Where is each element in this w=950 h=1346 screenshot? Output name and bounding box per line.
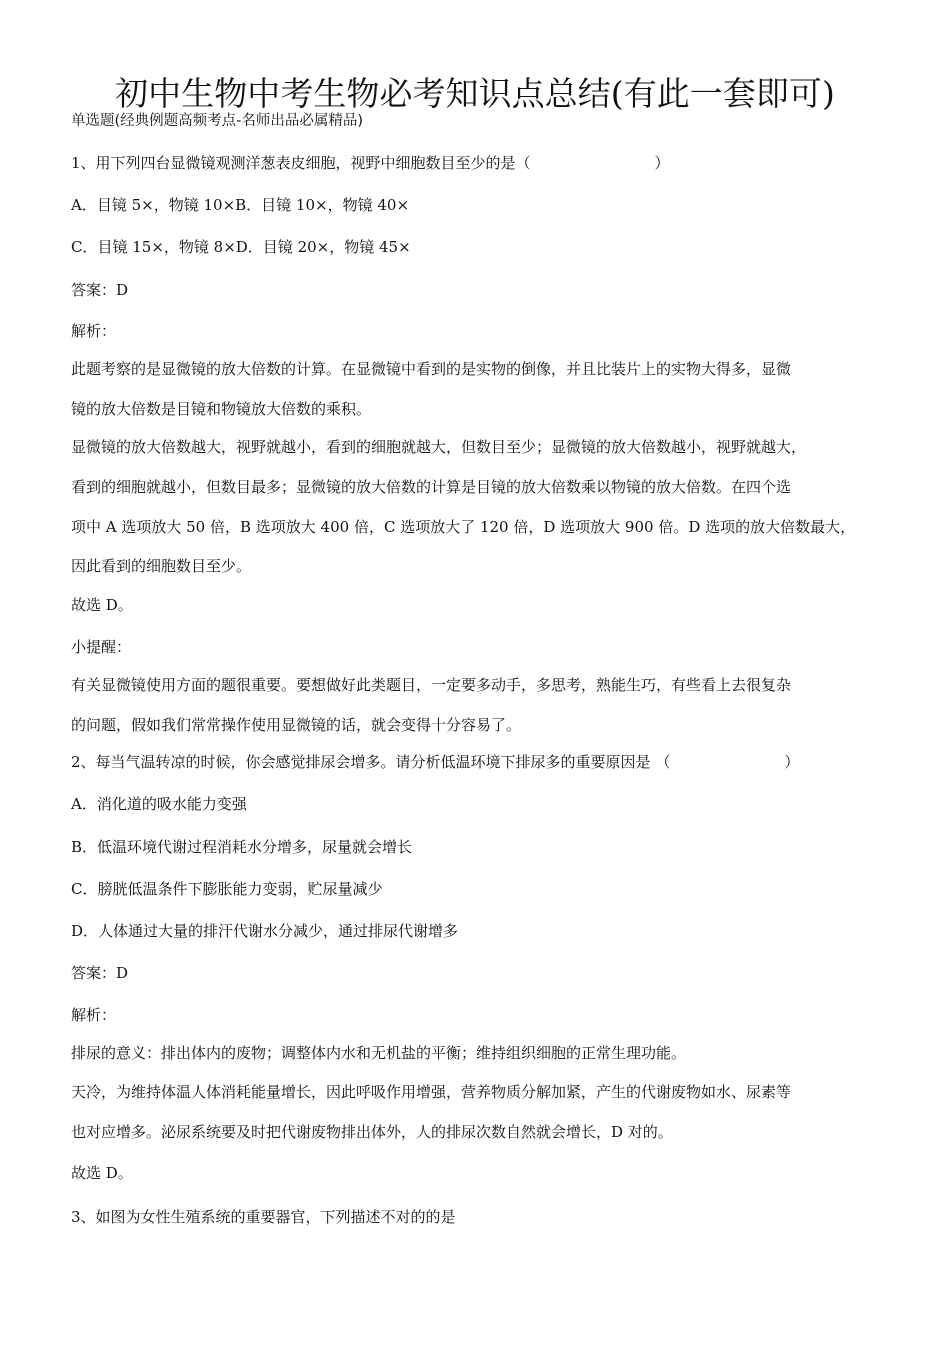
question-2-analysis-line-2: 天冷，为维持体温人体消耗能量增长，因此呼吸作用增强，营养物质分解加紧，产生的代谢废物如水、尿素等 xyxy=(71,1083,792,1101)
question-2-stem xyxy=(71,752,799,772)
question-1-options-line-1: A．目镜 5×，物镜 10×B．目镜 10×，物镜 40× xyxy=(71,196,410,214)
question-2-answer: 答案：D xyxy=(71,964,129,982)
question-1-answer: 答案：D xyxy=(71,281,129,299)
question-2-option-a: A．消化道的吸水能力变强 xyxy=(71,795,247,813)
question-1-analysis-line-4: 看到的细胞就越小，但数目最多；显微镜的放大倍数的计算是目镜的放大倍数乘以物镜的放大倍数。在四个选 xyxy=(71,478,792,496)
question-1-stem-text: 1、用下列四台显微镜观测洋葱表皮细胞，视野中细胞数目至少的是（ xyxy=(71,154,531,172)
question-1-analysis-line-1: 此题考察的是显微镜的放大倍数的计算。在显微镜中看到的是实物的倒像，并且比装片上的实物大得多，显微 xyxy=(71,360,792,378)
question-2-option-d: D．人体通过大量的排汗代谢水分减少，通过排尿代谢增多 xyxy=(71,922,459,940)
question-2-analysis-line-1: 排尿的意义：排出体内的废物；调整体内水和无机盐的平衡；维持组织细胞的正常生理功能。 xyxy=(71,1044,687,1062)
question-1-analysis-line-5: 项中 A 选项放大 50 倍，B 选项放大 400 倍，C 选项放大了 120 倍，D 选项放大 900 倍。D 选项的放大倍数最大， xyxy=(71,518,856,536)
question-2-stem-text: 2、每当气温转凉的时候，你会感觉排尿会增多。请分析低温环境下排尿多的重要原因是 （ xyxy=(71,753,671,771)
question-1-tip-line-1: 有关显微镜使用方面的题很重要。要想做好此类题目，一定要多动手，多思考，熟能生巧，有些看上去很复杂 xyxy=(71,676,792,694)
question-2-stem-close: ） xyxy=(784,753,800,771)
question-2-option-b: B．低温环境代谢过程消耗水分增多，尿量就会增长 xyxy=(71,838,413,856)
question-1-options-line-2: C．目镜 15×，物镜 8×D．目镜 20×，物镜 45× xyxy=(71,238,411,256)
question-2-analysis-line-3: 也对应增多。泌尿系统要及时把代谢废物排出体外，人的排尿次数自然就会增长，D 对的。 xyxy=(71,1123,673,1141)
question-1-conclusion: 故选 D。 xyxy=(71,596,133,614)
question-1-analysis-line-3: 显微镜的放大倍数越大，视野就越小，看到的细胞就越大，但数目至少；显微镜的放大倍数越小，视野就越大， xyxy=(71,438,807,456)
question-1-analysis-line-2: 镜的放大倍数是目镜和物镜放大倍数的乘积。 xyxy=(71,400,372,418)
question-2-option-c: C．膀胱低温条件下膨胀能力变弱，贮尿量减少 xyxy=(71,880,383,898)
question-2-conclusion: 故选 D。 xyxy=(71,1164,133,1182)
question-1-analysis-line-6: 因此看到的细胞数目至少。 xyxy=(71,557,252,575)
question-1-stem xyxy=(71,153,670,173)
question-1-stem-close: ） xyxy=(654,154,670,172)
question-1-tip-line-2: 的问题，假如我们常常操作使用显微镜的话，就会变得十分容易了。 xyxy=(71,716,522,734)
question-3-stem: 3、如图为女性生殖系统的重要器官，下列描述不对的的是 xyxy=(71,1208,456,1226)
question-1-tip-label: 小提醒： xyxy=(71,638,132,656)
question-1-analysis-label: 解析： xyxy=(71,322,117,340)
question-2-analysis-label: 解析： xyxy=(71,1006,117,1024)
document-subtitle: 单选题(经典例题高频考点-名师出品必属精品) xyxy=(71,113,364,129)
document-title: 初中生物中考生物必考知识点总结(有此一套即可) xyxy=(115,74,835,113)
